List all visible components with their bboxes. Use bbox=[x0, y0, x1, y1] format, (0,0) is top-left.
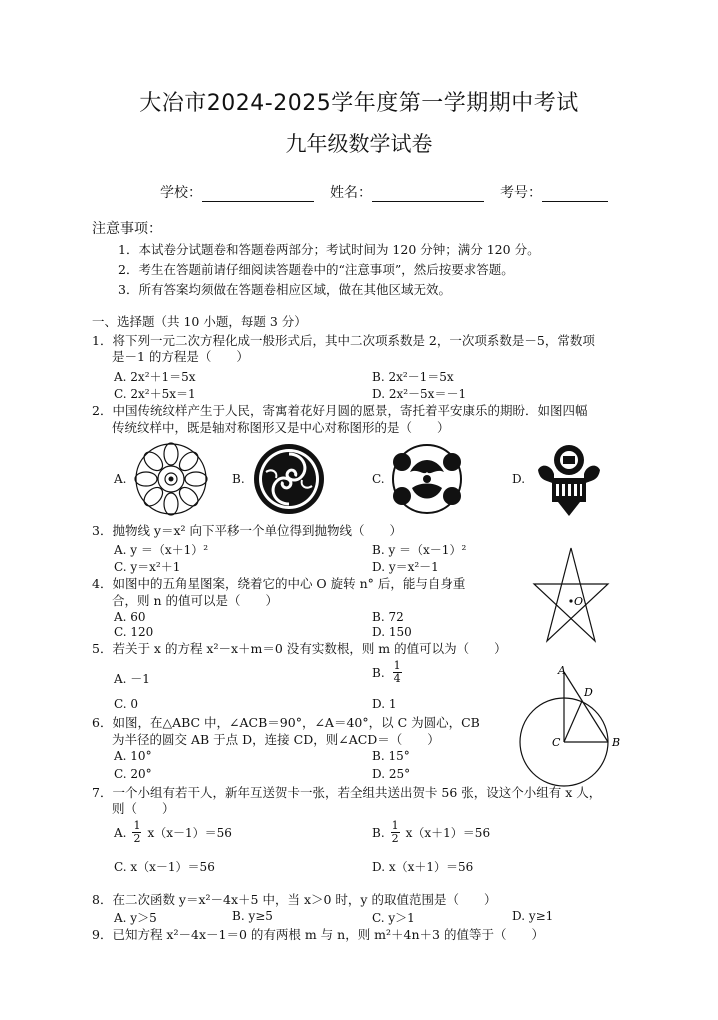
q7-option-a-letter: A. bbox=[114, 825, 127, 840]
student-info bbox=[160, 182, 640, 202]
q1-option-a: A. 2x²＋1＝5x bbox=[114, 370, 196, 384]
q6-option-a: A. 10° bbox=[114, 749, 152, 763]
name-label: 姓名： bbox=[330, 185, 372, 201]
question-4-line1: 4．如图中的五角星图案，绕着它的中心 O 旋转 n° 后，能与自身重 bbox=[92, 576, 466, 591]
q5-option-a: A. －1 bbox=[114, 672, 150, 686]
q8-option-d: D. y≥1 bbox=[512, 909, 554, 923]
q5-option-c: C. 0 bbox=[114, 697, 139, 711]
id-blank bbox=[542, 185, 608, 202]
q7-option-d: D. x（x＋1）＝56 bbox=[372, 860, 474, 874]
q4-option-a: A. 60 bbox=[114, 610, 146, 624]
fraction-numerator: 1 bbox=[133, 819, 141, 832]
q5-fraction bbox=[393, 660, 402, 685]
q3-option-d: D. y＝x²－1 bbox=[372, 560, 439, 574]
q1-option-b: B. 2x²－1＝5x bbox=[372, 370, 454, 384]
bird-pattern-icon bbox=[390, 442, 464, 516]
ornament-pattern-icon bbox=[532, 440, 606, 518]
question-8-line1: 8．在二次函数 y＝x²－4x＋5 中，当 x＞0 时，y 的取值范围是（ ） bbox=[92, 892, 497, 907]
q7-a-fraction bbox=[132, 820, 141, 845]
q2-option-b: B. bbox=[232, 472, 245, 486]
question-9-line1: 9．已知方程 x²－4x－1＝0 的有两根 m 与 n，则 m²＋4n＋3 的值等于（ ） bbox=[92, 927, 544, 942]
question-6-line2: 为半径的圆交 AB 于点 D，连接 CD，则∠ACD＝（ ） bbox=[112, 732, 440, 747]
point-d-label: D bbox=[584, 686, 593, 699]
swirl-pattern-icon bbox=[252, 442, 326, 516]
q6-option-d: D. 25° bbox=[372, 767, 411, 781]
fraction-denominator: 2 bbox=[133, 832, 141, 845]
notice-heading: 注意事项： bbox=[92, 221, 162, 237]
q7-option-b-expr: x（x＋1）＝56 bbox=[405, 826, 491, 840]
q3-option-a: A. y ＝（x＋1）² bbox=[114, 543, 209, 557]
q2-option-d: D. bbox=[512, 472, 526, 486]
question-5-line1: 5．若关于 x 的方程 x²－x＋m＝0 没有实数根，则 m 的值可以为（ ） bbox=[92, 641, 507, 656]
q5-option-b bbox=[372, 660, 402, 685]
q2-option-c: C. bbox=[372, 472, 385, 486]
point-a-label: A bbox=[558, 664, 566, 677]
point-c-label: C bbox=[552, 736, 561, 749]
question-4-line2: 合，则 n 的值可以是（ ） bbox=[112, 593, 278, 608]
q5-option-b-letter: B. bbox=[372, 665, 385, 680]
question-7-line1: 7．一个小组有若干人，新年互送贺卡一张，若全组共送出贺卡 56 张，设这个小组有 x 人， bbox=[92, 785, 602, 800]
mandala-pattern-icon bbox=[134, 442, 208, 516]
notice-item: 2．考生在答题前请仔细阅读答题卷中的“注意事项”，然后按要求答题。 bbox=[118, 262, 514, 277]
q1-option-c: C. 2x²＋5x＝1 bbox=[114, 387, 196, 401]
q4-option-d: D. 150 bbox=[372, 625, 412, 639]
notice-item: 1．本试卷分试题卷和答题卷两部分；考试时间为 120 分钟；满分 120 分。 bbox=[118, 242, 540, 257]
star-figure bbox=[530, 546, 612, 644]
school-blank bbox=[202, 185, 314, 202]
q3-option-c: C. y＝x²＋1 bbox=[114, 560, 181, 574]
fraction-numerator: 1 bbox=[393, 659, 401, 672]
q3-option-b: B. y ＝（x－1）² bbox=[372, 543, 467, 557]
q2-option-a: A. bbox=[114, 472, 127, 486]
q7-option-b bbox=[372, 820, 490, 845]
q7-option-c: C. x（x－1）＝56 bbox=[114, 860, 215, 874]
q1-option-d: D. 2x²－5x＝－1 bbox=[372, 387, 467, 401]
q8-option-b: B. y≥5 bbox=[232, 909, 273, 923]
section-heading: 一、选择题（共 10 小题，每题 3 分） bbox=[92, 314, 307, 329]
school-label: 学校： bbox=[160, 185, 202, 201]
fraction-numerator: 1 bbox=[391, 819, 399, 832]
question-7-line2: 则（ ） bbox=[112, 801, 175, 816]
fraction-denominator: 4 bbox=[393, 672, 401, 685]
question-2-line2: 传统纹样中，既是轴对称图形又是中心对称图形的是（ ） bbox=[112, 420, 450, 435]
fraction-denominator: 2 bbox=[391, 832, 399, 845]
q6-option-c: C. 20° bbox=[114, 767, 152, 781]
exam-title: 大冶市2024-2025学年度第一学期期中考试 bbox=[139, 91, 579, 116]
q7-option-a bbox=[114, 820, 232, 845]
q6-option-b: B. 15° bbox=[372, 749, 410, 763]
q8-option-c: C. y＞1 bbox=[372, 911, 415, 925]
notice-item: 3．所有答案均须做在答题卷相应区域，做在其他区域无效。 bbox=[118, 282, 451, 297]
q4-option-c: C. 120 bbox=[114, 625, 154, 639]
question-2-line1: 2．中国传统纹样产生于人民，寄寓着花好月圆的愿景，寄托着平安康乐的期盼．如图四幅 bbox=[92, 403, 588, 418]
q7-option-b-letter: B. bbox=[372, 825, 385, 840]
q4-option-b: B. 72 bbox=[372, 610, 404, 624]
question-3-line1: 3．抛物线 y＝x² 向下平移一个单位得到抛物线（ ） bbox=[92, 523, 403, 538]
name-blank bbox=[372, 185, 484, 202]
q5-option-d: D. 1 bbox=[372, 697, 397, 711]
question-6-line1: 6．如图，在△ABC 中，∠ACB＝90°，∠A＝40°，以 C 为圆心，CB bbox=[92, 715, 480, 730]
q7-b-fraction bbox=[391, 820, 400, 845]
question-1-line1: 1．将下列一元二次方程化成一般形式后，其中二次项系数是 2，一次项系数是－5，常数项 bbox=[92, 333, 595, 348]
star-center-label: O bbox=[574, 595, 584, 608]
id-label: 考号： bbox=[500, 185, 542, 201]
question-1-line2: 是－1 的方程是（ ） bbox=[112, 349, 249, 364]
q7-option-a-expr: x（x－1）＝56 bbox=[147, 826, 232, 840]
point-b-label: B bbox=[612, 736, 621, 749]
exam-subtitle: 九年级数学试卷 bbox=[285, 132, 433, 156]
q8-option-a: A. y＞5 bbox=[114, 911, 157, 925]
